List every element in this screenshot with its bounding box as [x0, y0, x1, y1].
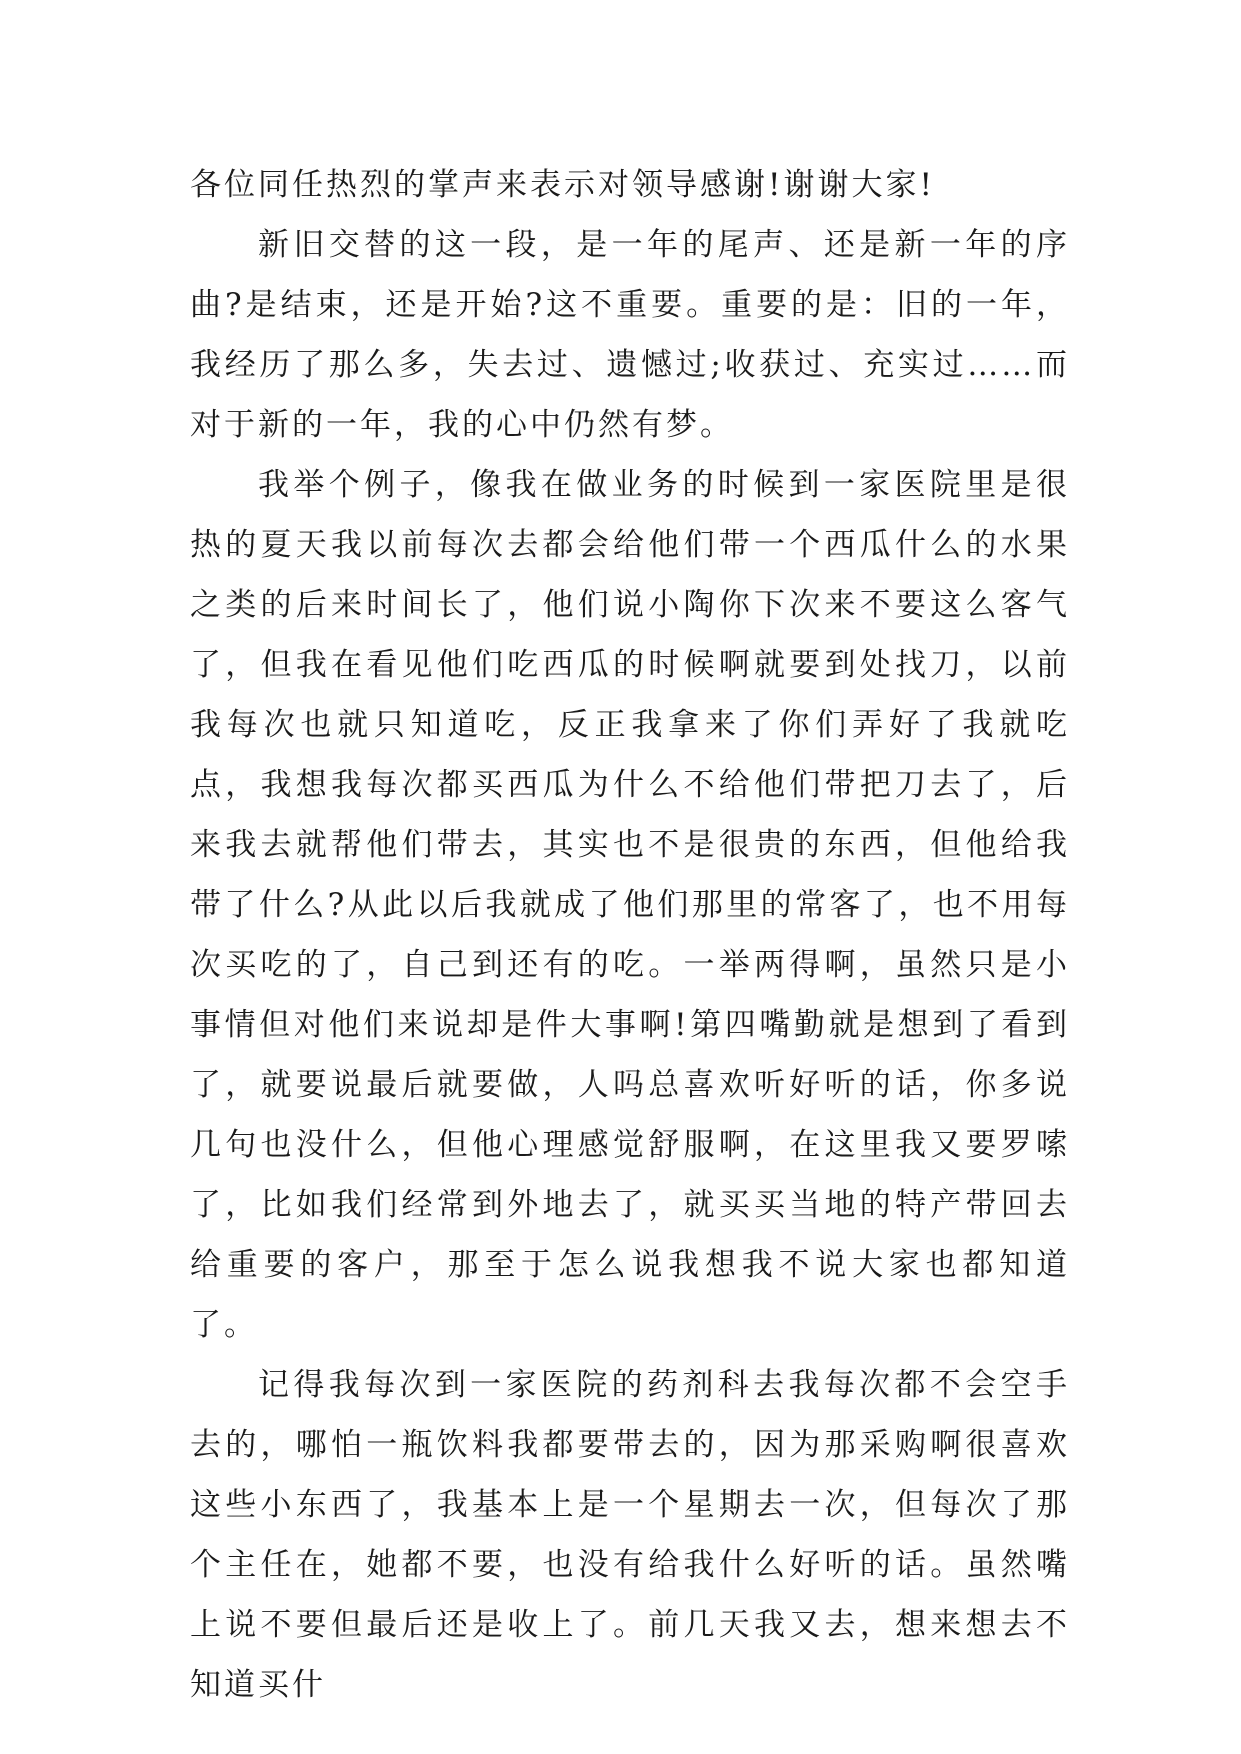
paragraph-4: 记得我每次到一家医院的药剂科去我每次都不会空手去的，哪怕一瓶饮料我都要带去的，因为那采购啊很喜欢这些小东西了，我基本上是一个星期去一次，但每次了那个主任在，她都不要，也没有给我什么好听的话。虽然嘴上说不要但最后还是收上了。前几天我又去，想来想去不知道买什: [190, 1367, 1070, 1703]
paragraph-3: 我举个例子，像我在做业务的时候到一家医院里是很热的夏天我以前每次去都会给他们带一个西瓜什么的水果之类的后来时间长了，他们说小陶你下次来不要这么客气了，但我在看见他们吃西瓜的时候啊就要到处找刀，以前我每次也就只知道吃，反正我拿来了你们弄好了我就吃点，我想我每次都买西瓜为什么不给他们带把刀去了，后来我去就帮他们带去，其实也不是很贵的东西，但他给我带了什么?从此以后我就成了他们那里的常客了，也不用每次买吃的了，自己到还有的吃。一举两得啊，虽然只是小事情但对他们来说却是件大事啊!第四嘴勤就是想到了看到了，就要说最后就要做，人吗总喜欢听好听的话，你多说几句也没什么，但他心理感觉舒服啊，在这里我又要罗嗦了，比如我们经常到外地去了，就买买当地的特产带回去给重要的客户，那至于怎么说我想我不说大家也都知道了。: [190, 467, 1070, 1343]
paragraph-2: 新旧交替的这一段，是一年的尾声、还是新一年的序曲?是结束，还是开始?这不重要。重要的是：旧的一年，我经历了那么多，失去过、遗憾过;收获过、充实过……而对于新的一年，我的心中仍然有梦。: [190, 227, 1070, 443]
document-page: [190, 155, 1070, 1715]
paragraph-1: 各位同任热烈的掌声来表示对领导感谢!谢谢大家!: [190, 167, 935, 203]
